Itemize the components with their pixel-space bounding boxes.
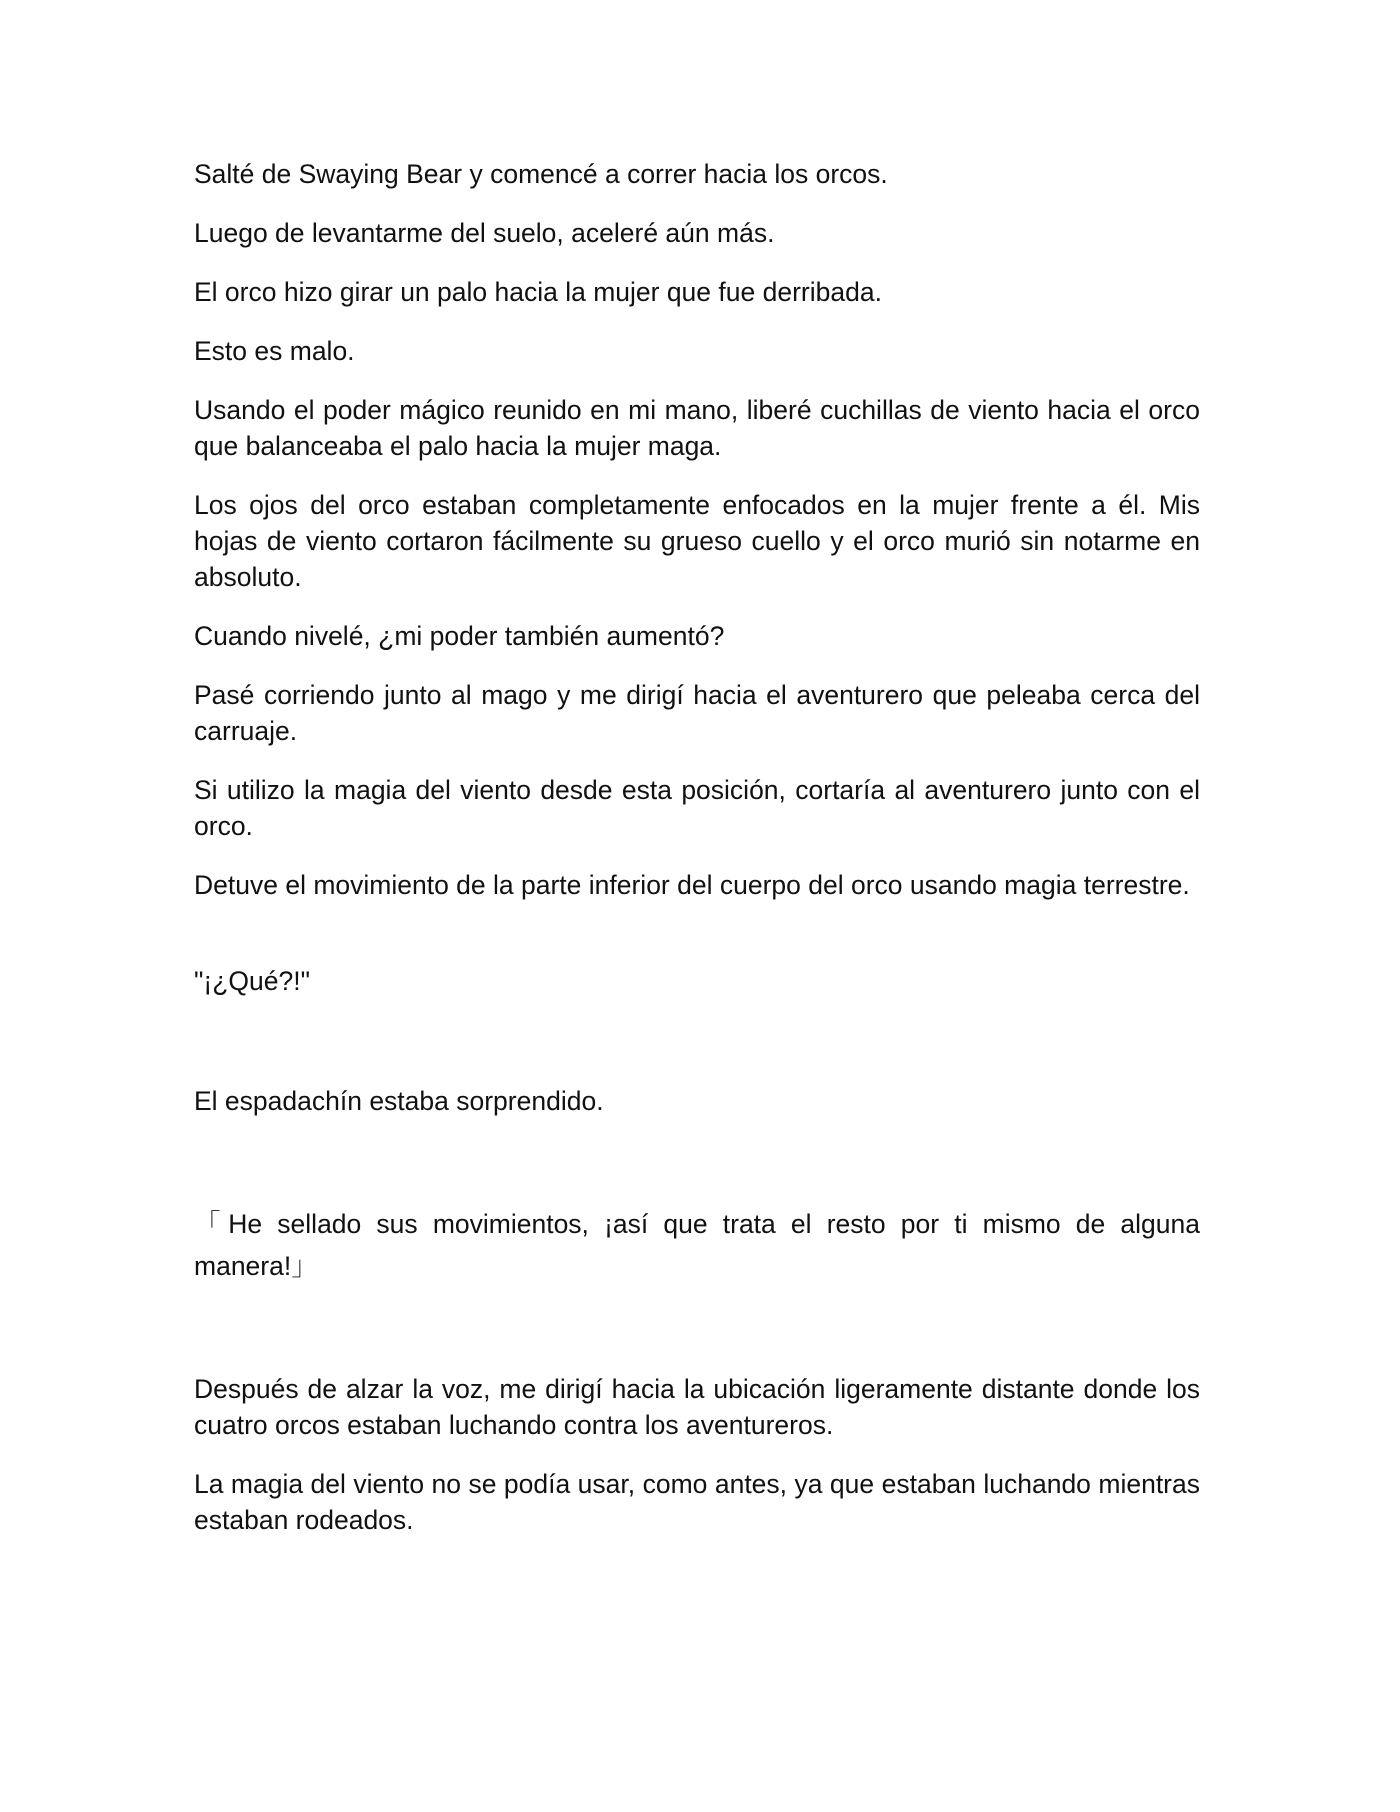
paragraph: Cuando nivelé, ¿mi poder también aumentó? bbox=[194, 621, 725, 651]
paragraph: Después de alzar la voz, me dirigí hacia la ubicación ligeramente distante donde los cuatro orcos estaban luchando contra los aventureros. bbox=[194, 1374, 1200, 1440]
dialogue-line: 「He sellado sus movimientos, ¡así que trata el resto por ti mismo de alguna manera!」 bbox=[194, 1209, 1200, 1281]
document-body bbox=[194, 156, 1200, 1561]
paragraph: La magia del viento no se podía usar, como antes, ya que estaban luchando mientras estaban rodeados. bbox=[194, 1469, 1200, 1535]
paragraph: Usando el poder mágico reunido en mi mano, liberé cuchillas de viento hacia el orco que balanceaba el palo hacia la mujer maga. bbox=[194, 395, 1200, 461]
paragraph: El orco hizo girar un palo hacia la mujer que fue derribada. bbox=[194, 277, 882, 307]
paragraph: Salté de Swaying Bear y comencé a correr hacia los orcos. bbox=[194, 159, 888, 189]
paragraph: Luego de levantarme del suelo, aceleré aún más. bbox=[194, 218, 775, 248]
paragraph: Pasé corriendo junto al mago y me dirigí hacia el aventurero que peleaba cerca del carruaje. bbox=[194, 680, 1200, 746]
dialogue-line: "¡¿Qué?!" bbox=[194, 966, 311, 996]
paragraph: Los ojos del orco estaban completamente enfocados en la mujer frente a él. Mis hojas de viento cortaron fácilmente su grueso cuello y el orco murió sin notarme en absoluto. bbox=[194, 490, 1200, 592]
paragraph: El espadachín estaba sorprendido. bbox=[194, 1086, 604, 1116]
paragraph: Esto es malo. bbox=[194, 336, 355, 366]
paragraph: Detuve el movimiento de la parte inferior del cuerpo del orco usando magia terrestre. bbox=[194, 870, 1190, 900]
paragraph: Si utilizo la magia del viento desde esta posición, cortaría al aventurero junto con el orco. bbox=[194, 775, 1200, 841]
